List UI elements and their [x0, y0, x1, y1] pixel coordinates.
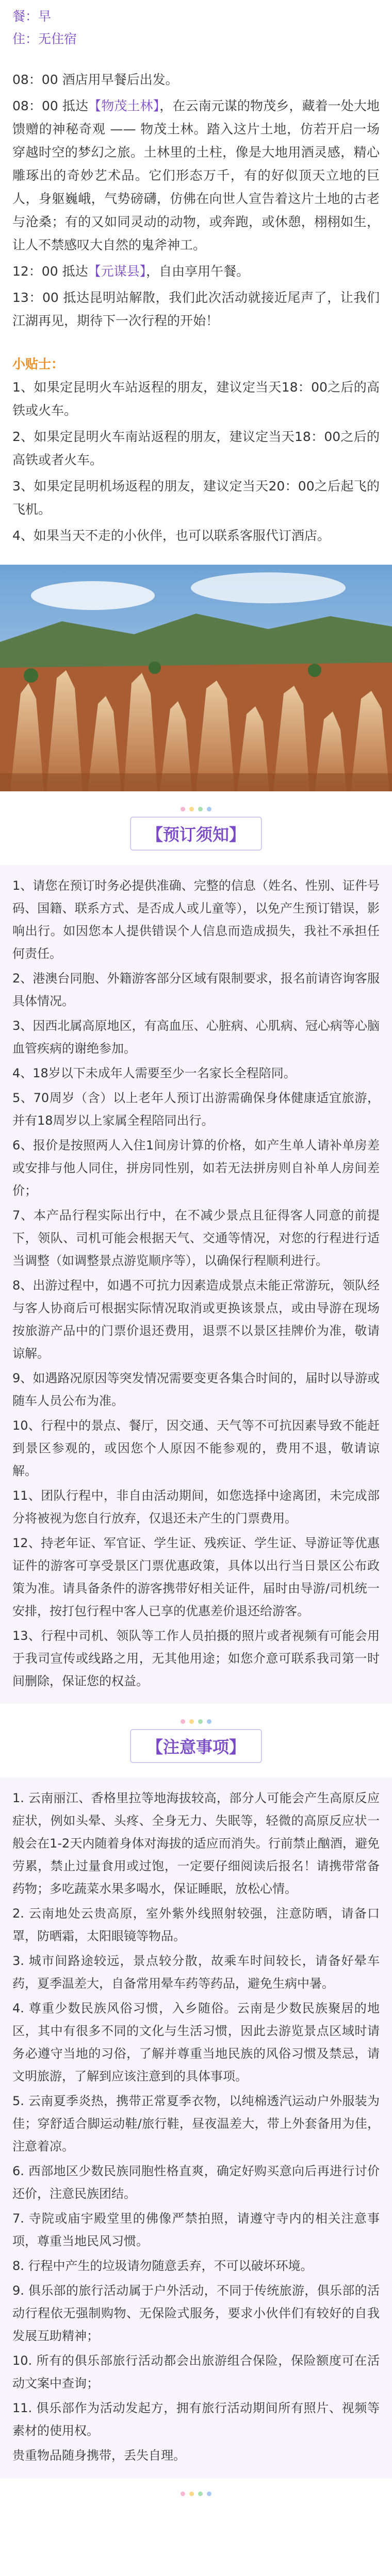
- booking-box: [0, 865, 392, 1704]
- meal-row: 餐：早: [12, 9, 52, 24]
- tip-item: 4、如果当天不走的小伙伴，也可以联系客服代订酒店。: [12, 528, 330, 543]
- earth-forest-image: [0, 565, 392, 791]
- decor-dot: [181, 2492, 185, 2496]
- decor-dot: [207, 1719, 211, 1724]
- note-item: 4. 尊重少数民族风俗习惯，入乡随俗。云南是少数民族聚居的地区，其中有很多不同的文化与生活习惯，因此去游览景点区域时请务必遵守当地的习俗，了解并尊重当地民族的风俗习惯及禁忌，请文明旅游，了解到应该注意到的具体事项。: [12, 2001, 380, 2083]
- booking-item: 4、18岁以下未成年人需要至少一名家长全程陪同。: [12, 1066, 296, 1080]
- tip-item: 1、如果定昆明火车站返程的朋友，建议定当天18：00之后的高铁或火车。: [12, 380, 380, 418]
- decor-dots: [0, 1719, 392, 1724]
- day-header: [0, 0, 392, 50]
- itinerary-item: 08：00 酒店用早餐后出发。: [12, 72, 178, 87]
- itinerary-item: 13：00 抵达昆明站解散，我们此次活动就接近尾声了，让我们江湖再见，期待下一次行程的开始！: [12, 290, 380, 328]
- itinerary-item: 12：00 抵达【元谋县】，自由享用午餐。: [12, 264, 250, 279]
- note-item: 3. 城市间路途较远，景点较分散，故乘车时间较长，请备好晕车药，夏季温差大，自备常用晕车药等药品，避免生病中暑。: [12, 1954, 380, 1991]
- note-item: 11. 俱乐部作为活动发起方，拥有旅行活动期间所有照片、视频等素材的使用权。: [12, 2401, 380, 2438]
- notes-box: [0, 1777, 392, 2478]
- note-item: 贵重物品随身携带，丢失自理。: [12, 2448, 186, 2463]
- decor-dot: [181, 807, 185, 811]
- booking-item: 2、港澳台同胞、外籍游客部分区域有限制要求，报名前请咨询客服具体情况。: [12, 971, 380, 1008]
- itinerary: [0, 68, 392, 332]
- footer-dots: [0, 2492, 392, 2496]
- booking-item: 12、持老年证、军官证、学生证、残疾证、学生证、导游证等优惠证件的游客可享受景区门票优惠政策，具体以出行当日景区公布政策为准。请具备条件的游客携带好相关证件，届时由导游/司机统一安排，按打包行程中客人已享的优惠差价退还给游客。: [12, 1536, 380, 1618]
- tip-item: 3、如果定昆明机场返程的朋友，建议定当天20：00之后起飞的飞机。: [12, 479, 380, 517]
- decor-dot: [207, 2492, 211, 2496]
- decor-dot: [189, 1719, 194, 1724]
- decor-dot: [198, 807, 203, 811]
- booking-item: 7、本产品行程实际出行中，在不减少景点且征得客人同意的前提下，领队、司机可能会根据天气、交通等情况，对您的行程进行适当调整（如调整景点游览顺序等），以确保行程顺利进行。: [12, 1208, 380, 1268]
- note-item: 5. 云南夏季炎热，携带正常夏季衣物，以纯棉透汽运动户外服装为佳；穿舒适合脚运动鞋/旅行鞋，昼夜温差大，带上外套备用为佳，注意着凉。: [12, 2094, 380, 2154]
- decor-dot: [207, 807, 211, 811]
- note-item: 10. 所有的俱乐部旅行活动都会出旅游组合保险，保险额度可在活动文案中查询；: [12, 2353, 380, 2391]
- booking-item: 8、出游过程中，如遇不可抗力因素造成景点未能正常游玩，领队经与客人协商后可根据实际情况取消或更换该景点，或由导游在现场按旅游产品中的门票价退还费用，退票不以景区挂牌价为准，敬请谅解。: [12, 1278, 380, 1361]
- itinerary-item: 08：00 抵达【物茂土林】，在云南元谋的物茂乡，藏着一处大地馈赠的神秘奇观 —— 物茂土林。踏入这片土地，仿若开启一场穿越时空的梦幻之旅。土林里的土柱，像是大地用酒灵感，精心雕琢出的奇妙艺术品。它们形态万千，有的好似顶天立地的巨人，身躯巍峨，气势磅礴，仿佛在向世人宣告着这片土地的古老与沧桑；有的又如同灵动的动物，或奔跑，或休憩，栩栩如生，让人不禁感叹大自然的鬼斧神工。: [12, 98, 380, 252]
- tips-section: [0, 353, 392, 547]
- booking-item: 11、团队行程中，非自由活动期间，如您选择中途离团，未完成部分将被视为您自行放弃，仅退还未产生的门票费用。: [12, 1488, 380, 1526]
- note-item: 9. 俱乐部的旅行活动属于户外活动，不同于传统旅游，俱乐部的活动行程依无强制购物、无保险式服务，要求小伙伴们有较好的自我发展互助精神；: [12, 2283, 380, 2343]
- earth-forest-photo: [0, 565, 392, 791]
- decor-dot: [181, 1719, 185, 1724]
- note-item: 8. 行程中产生的垃圾请勿随意丢弃，不可以破坏环境。: [12, 2259, 313, 2273]
- decor-dot: [189, 807, 194, 811]
- booking-item: 1、请您在预订时务必提供准确、完整的信息（姓名、性别、证件号码、国籍、联系方式、是否成人或儿童等），以免产生预订错误，影响出行。如因您本人提供错误个人信息而造成损失，我社不承担任何责任。: [12, 878, 380, 961]
- note-item: 6. 西部地区少数民族同胞性格直爽，确定好购买意向后再进行讨价还价，注意民族团结。: [12, 2164, 380, 2201]
- tips-title: 小贴士：: [12, 357, 64, 371]
- tip-item: 2、如果定昆明火车南站返程的朋友，建议定当天18：00之后的高铁或者火车。: [12, 429, 380, 467]
- booking-item: 13、行程中司机、领队等工作人员拍摄的照片或者视频有可能会用于我司宣传或线路之用，无其他用途；如您介意可联系我司第一时间删除，保证您的权益。: [12, 1629, 380, 1688]
- decor-dot: [198, 1719, 203, 1724]
- booking-item: 5、70周岁（含）以上老年人预订出游需确保身体健康适宜旅游，并有18周岁以上家属全程陪同出行。: [12, 1091, 380, 1128]
- decor-dot: [189, 2492, 194, 2496]
- booking-item: 9、如遇路况原因等突发情况需要变更各集合时间的，届时以导游或随车人员公布为准。: [12, 1371, 380, 1408]
- notes-title: 【注意事项】: [130, 1729, 262, 1763]
- booking-title: 【预订须知】: [130, 817, 262, 851]
- stay-row: 住：无住宿: [12, 31, 77, 46]
- booking-item: 3、因西北属高原地区，有高血压、心脏病、心肌病、冠心病等心脑血管疾病的谢绝参加。: [12, 1019, 380, 1056]
- note-item: 2. 云南地处云贵高原，室外紫外线照射较强，注意防晒，请备口罩，防晒霜，太阳眼镜等物品。: [12, 1906, 380, 1943]
- notes-title-wrap: [0, 1719, 392, 1763]
- decor-dots: [0, 807, 392, 811]
- booking-title-wrap: [0, 807, 392, 851]
- booking-item: 6、报价是按照两人入住1间房计算的价格，如产生单人请补单房差或安排与他人同住，拼房同性别，如若无法拼房则自补单人房间差价；: [12, 1138, 380, 1198]
- note-item: 1. 云南丽江、香格里拉等地海拔较高，部分人可能会产生高原反应症状，例如头晕、头疼、全身无力、失眠等，轻微的高原反应状一般会在1-2天内随着身体对海拔的适应而消失。行前禁止酗酒，避免劳累，禁止过量食用或过饱，一定要仔细阅读后报名！请携带常备药物；多吃蔬菜水果多喝水，保证睡眠，放松心情。: [12, 1791, 380, 1896]
- booking-item: 10、行程中的景点、餐厅，因交通、天气等不可抗因素导致不能赶到景区参观的，或因您个人原因不能参观的，费用不退，敬请谅解。: [12, 1418, 380, 1478]
- decor-dot: [198, 2492, 203, 2496]
- note-item: 7. 寺院或庙宇殿堂里的佛像严禁拍照，请遵守寺内的相关注意事项，尊重当地民风习惯。: [12, 2211, 380, 2248]
